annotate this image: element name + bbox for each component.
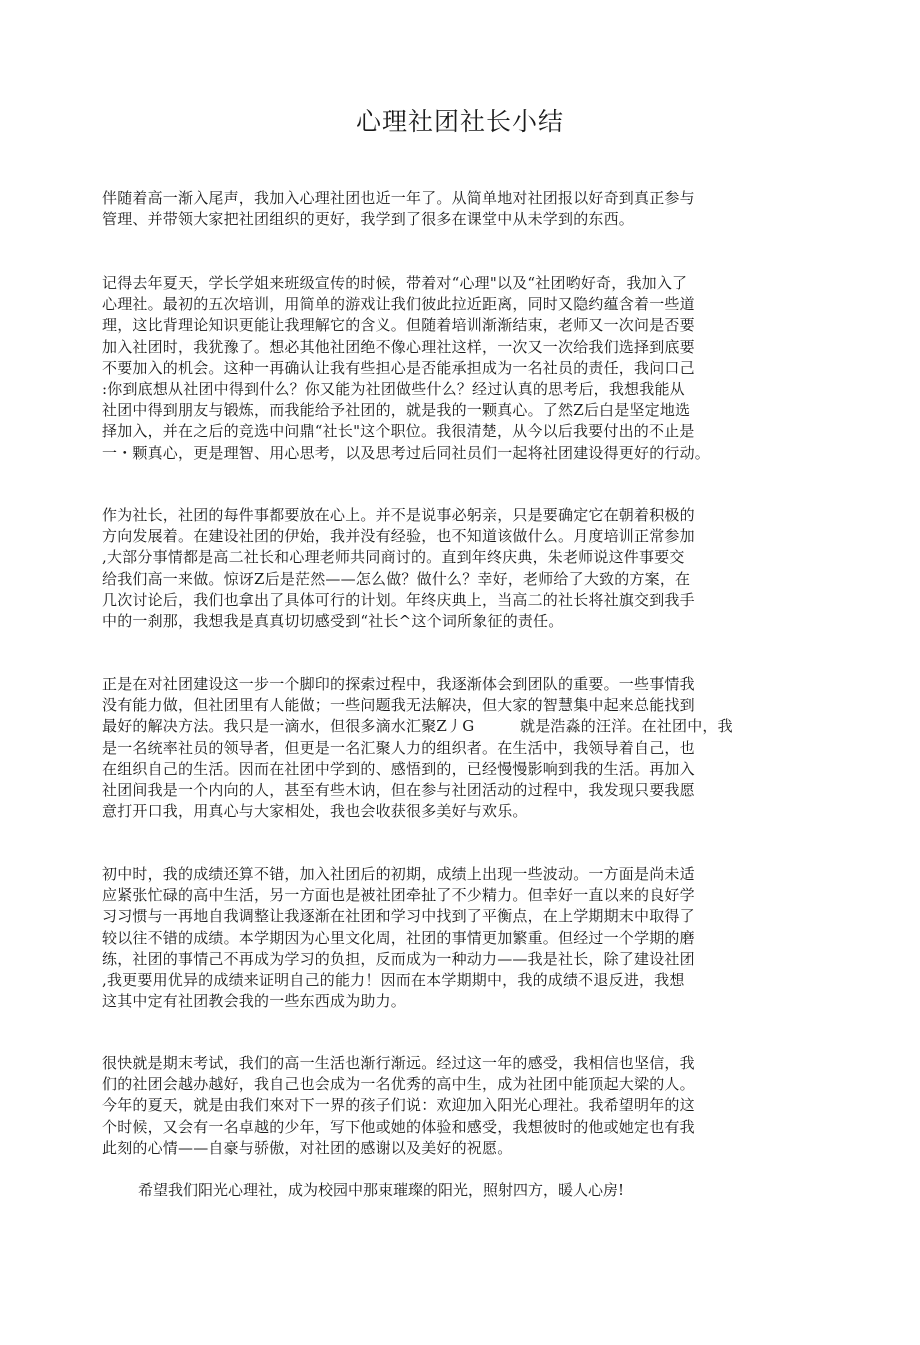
paragraph-line: 在组织自己的生活。因而在社团中学到的、感悟到的，已经慢慢影响到我的生活。再加入: [102, 759, 695, 778]
paragraph-studies: [102, 864, 695, 1012]
closing-sentence: 希望我们阳光心理社，成为校园中那束璀璨的阳光，照射四方，暖人心房!: [138, 1181, 625, 1199]
paragraph-line: 择加入，并在之后的竞选中问鼎“社长"这个职位。我很清楚，从今以后我要付出的不止是: [102, 422, 695, 441]
paragraph-joining: [102, 273, 710, 464]
paragraph-line: 正是在对社团建设这一步一个脚印的探索过程中，我逐渐体会到团队的重要。一些事情我: [102, 675, 695, 693]
paragraph-line: 最好的解决方法。我只是一滴水，但很多滴水汇聚Z丿G 就是浩淼的汪洋。在社团中，我: [102, 717, 733, 736]
paragraph-line: 记得去年夏天，学长学姐来班级宣传的时候，带着对“心理"以及“社团哟好奇，我加入了: [102, 274, 688, 292]
paragraph-line: 意打开口我，用真心与大家相处，我也会收获很多美好与欢乐。: [102, 802, 528, 821]
paragraph-line: 很快就是期末考试，我们的高一生活也渐行渐远。经过这一年的感受，我相信也坚信，我: [102, 1054, 695, 1072]
paragraph-intro: [102, 188, 695, 230]
paragraph-line: 应紧张忙碌的高中生活，另一方面也是被社团牵扯了不少精力。但幸好一直以来的良好学: [102, 886, 695, 905]
paragraph-line: 给我们高一来做。惊讶Z后是茫然——怎么做？做什么？幸好，老师给了大致的方案，在: [102, 569, 691, 588]
paragraph-line: 作为社长，社团的每件事都要放在心上。并不是说事必躬亲，只是要确定它在朝着积极的: [102, 506, 695, 524]
paragraph-line: 这其中定有社团教会我的一些东西成为助力。: [102, 992, 407, 1011]
paragraph-line: 中的一刹那，我想我是真真切切感受到“社长^这个词所象征的责任。: [102, 612, 564, 631]
paragraph-line: 心理社。最初的五次培训，用简单的游戏让我们彼此拉近距离，同时又隐约蕴含着一些道: [102, 295, 695, 314]
paragraph-leadership: [102, 505, 695, 632]
paragraph-line: 此刻的心情——自豪与骄傲，对社团的感谢以及美好的祝愿。: [102, 1138, 513, 1157]
paragraph-line: 理，这比背理论知识更能让我理解它的含义。但随着培训渐渐结束，老师又一次问是否要: [102, 316, 695, 335]
paragraph-line: 今年的夏天，就是由我们來对下一界的孩子们说：欢迎加入阳光心理社。我希望明年的这: [102, 1096, 695, 1115]
paragraph-line: :你到底想从社团中得到什么？你又能为社团做些什么？经过认真的思考后，我想我能从: [102, 380, 685, 399]
paragraph-line: 几次讨论后，我们也拿出了具体可行的计划。年终庆典上，当高二的社长将社旗交到我手: [102, 590, 695, 609]
paragraph-line: 一・颗真心，更是理智、用心思考，以及思考过后同社员们一起将社团建设得更好的行动。: [102, 443, 711, 462]
paragraph-line: 没有能力做，但社团里有人能做；一些问题我无法解决，但大家的智慧集中起来总能找到: [102, 696, 695, 715]
paragraph-teamwork: [102, 674, 733, 822]
paragraph-outlook: [102, 1053, 695, 1159]
paragraph-line: 方向发展着。在建设社团的伊始，我并没有经验，也不知道该做什么。月度培训正常参加: [102, 527, 695, 546]
paragraph-line: 不要加入的机会。这种一再确认让我有些担心是否能承担成为一名社员的责任，我问口己: [102, 358, 695, 377]
paragraph-line: 们的社团会越办越好，我自己也会成为一名优秀的高中生，成为社团中能顶起大梁的人。: [102, 1075, 695, 1094]
paragraph-line: 练，社团的事情己不再成为学习的负担，反而成为一种动力——我是社长，除了建设社团: [102, 949, 695, 968]
paragraph-line: 个时候，又会有一名卓越的少年，写下他或她的体验和感受，我想彼时的他或她定也有我: [102, 1117, 695, 1136]
paragraph-line: 社团中得到朋友与锻炼，而我能给予社团的，就是我的一颗真心。了然Z后白是坚定地选: [102, 401, 691, 420]
paragraph-line: 习习惯与一再地自我调整让我逐渐在社团和学习中找到了平衡点，在上学期期末中取得了: [102, 907, 695, 926]
paragraph-line: 加入社团时，我犹豫了。想必其他社团绝不像心理社这样，一次又一次给我们选择到底要: [102, 337, 695, 356]
paragraph-line: 伴随着高一渐入尾声，我加入心理社团也近一年了。从简单地对社团报以好奇到真正参与: [102, 189, 695, 207]
document-title: 心理社团社长小结: [355, 107, 564, 136]
paragraph-line: 初中时，我的成绩还算不错，加入社团后的初期，成绩上出现一些波动。一方面是尚未适: [102, 865, 695, 883]
paragraph-line: 是一名统率社员的领导者，但更是一名汇聚人力的组织者。在生活中，我领导着自己，也: [102, 738, 695, 757]
paragraph-line: 社团间我是一个内向的人，甚至有些木讷，但在参与社团活动的过程中，我发现只要我愿: [102, 781, 695, 800]
paragraph-line: ,我更要用优异的成绩来证明自己的能力！因而在本学期期中，我的成绩不退反进，我想: [102, 971, 685, 990]
paragraph-line: ,大部分事情都是高二社长和心理老师共同商讨的。直到年终庆典，朱老师说这件事要交: [102, 548, 685, 567]
paragraph-line: 较以往不错的成绩。本学期因为心里文化周，社团的事情更加繁重。但经过一个学期的磨: [102, 928, 695, 947]
paragraph-line: 管理、并带领大家把社团组织的更好，我学到了很多在课堂中从未学到的东西。: [102, 210, 635, 229]
